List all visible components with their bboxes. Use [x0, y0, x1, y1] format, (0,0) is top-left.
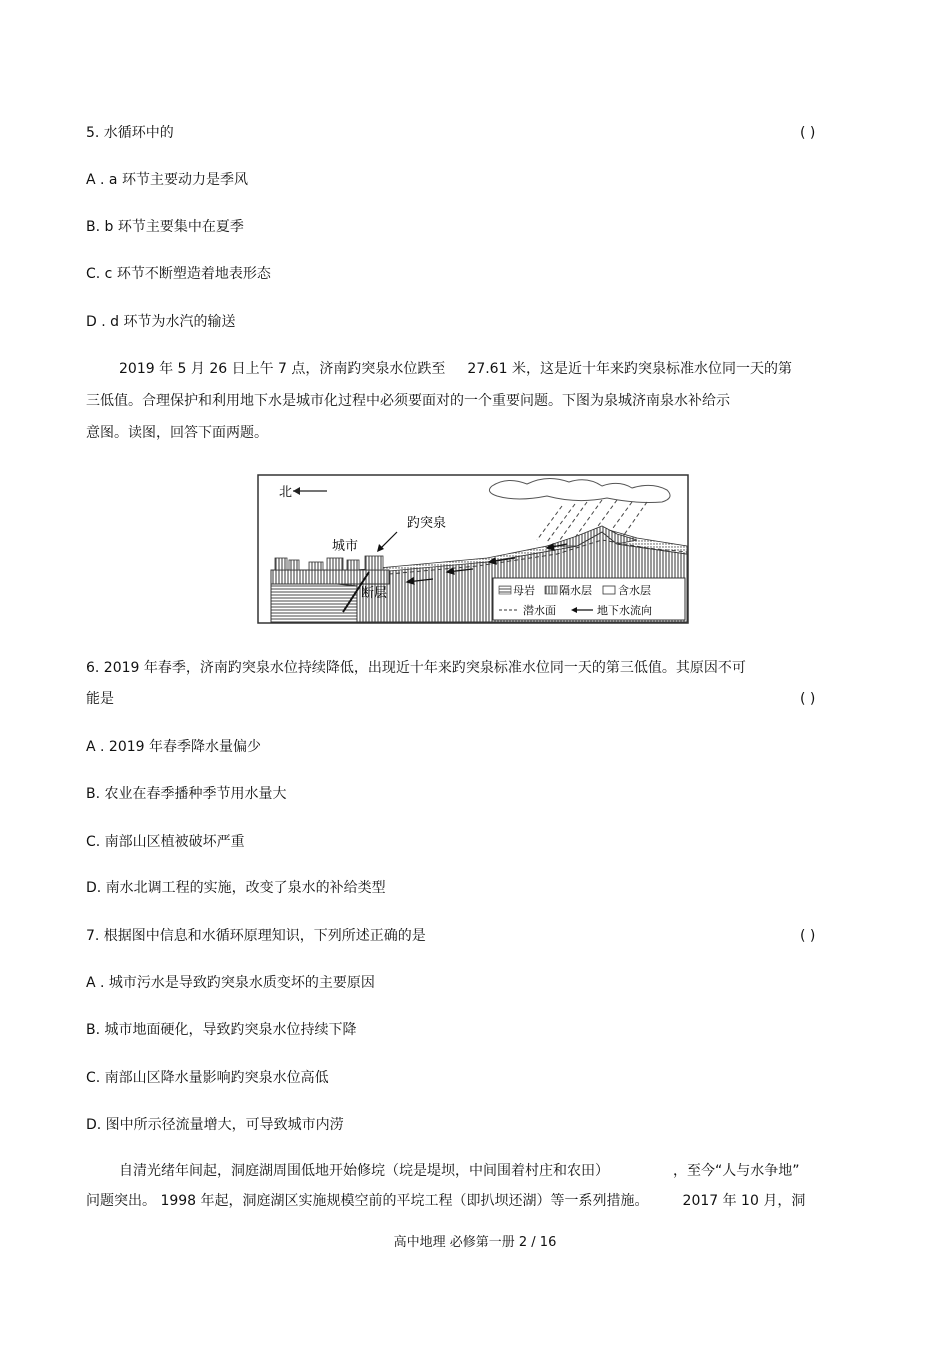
legend-aquifer: 含水层 [618, 584, 651, 597]
city-label: 城市 [332, 539, 359, 554]
q6-answer-paren: ( ) [800, 691, 816, 707]
q7-option-d: D. 图中所示径流量增大，可导致城市内涝 [86, 1117, 344, 1133]
q7-option-a: A . 城市污水是导致趵突泉水质变坏的主要原因 [86, 975, 375, 991]
q6-option-d: D. 南水北调工程的实施，改变了泉水的补给类型 [86, 880, 386, 896]
q5-option-a: A . a 环节主要动力是季风 [86, 172, 248, 188]
page-footer: 高中地理 必修第一册 2 / 16 [393, 1235, 557, 1250]
passage1-line2: 三低值。合理保护和利用地下水是城市化过程中必须要面对的一个重要问题。下图为泉城济南泉水补给示 [86, 393, 730, 409]
q7-option-b: B. 城市地面硬化，导致趵突泉水位持续下降 [86, 1022, 357, 1038]
legend-bedrock: 母岩 [513, 584, 535, 597]
legend-aquiclude: 隔水层 [559, 584, 592, 597]
legend-bedrock-swatch [499, 586, 511, 594]
passage2-line1-part1: 自清光绪年间起，洞庭湖周围低地开始修垸（垸是堤坝，中间围着村庄和农田） [119, 1163, 609, 1179]
city-ground [271, 570, 389, 584]
north-label: 北 [279, 485, 293, 500]
passage2-line1 [119, 1161, 800, 1181]
legend-flow: 地下水流向 [597, 604, 652, 617]
q6-option-b: B. 农业在春季播种季节用水量大 [86, 786, 287, 802]
passage2-line2 [86, 1191, 805, 1211]
passage1-line1-part2: 27.61 米，这是近十年来趵突泉标准水位同一天的第 [467, 361, 792, 377]
q5-option-b: B. b 环节主要集中在夏季 [86, 219, 244, 235]
spring-recharge-diagram [257, 474, 689, 624]
q6-stem-line2: 能是 [86, 691, 114, 707]
q7-option-c: C. 南部山区降水量影响趵突泉水位高低 [86, 1070, 329, 1086]
q5-stem: 5. 水循环中的 [86, 125, 174, 141]
passage1-line1-part1: 2019 年 5 月 26 日上午 7 点，济南趵突泉水位跌至 [119, 361, 446, 377]
aquiclude-layer [271, 582, 357, 622]
q6-option-a: A . 2019 年春季降水量偏少 [86, 739, 262, 755]
q6-option-c: C. 南部山区植被破坏严重 [86, 834, 245, 850]
q7-stem: 7. 根据图中信息和水循环原理知识，下列所述正确的是 [86, 928, 426, 944]
legend-aquifer-swatch [603, 586, 615, 594]
passage1-line1 [119, 359, 792, 379]
passage2-line2-part1: 问题突出。 1998 年起，洞庭湖区实施规模空前的平垸工程（即扒坝还湖）等一系列措施。 [86, 1193, 649, 1209]
passage2-line1-part2: ，至今“人与水争地” [673, 1163, 800, 1179]
q5-option-d: D . d 环节为水汽的输送 [86, 314, 236, 330]
fault-label: 断层 [361, 586, 388, 601]
q5-option-c: C. c 环节不断塑造着地表形态 [86, 266, 271, 282]
spring-label: 趵突泉 [407, 516, 447, 531]
legend-water-table: 潜水面 [523, 604, 556, 617]
legend-aquiclude-swatch [545, 586, 557, 594]
q7-answer-paren: ( ) [800, 928, 816, 944]
q5-answer-paren: ( ) [800, 125, 816, 141]
passage2-line2-part2: 2017 年 10 月，洞 [682, 1193, 806, 1209]
diagram-svg [257, 474, 689, 624]
q6-stem-line1: 6. 2019 年春季，济南趵突泉水位持续降低，出现近十年来趵突泉标准水位同一天的第三低值。其原因不可 [86, 660, 746, 676]
passage1-line3: 意图。读图，回答下面两题。 [86, 425, 268, 441]
